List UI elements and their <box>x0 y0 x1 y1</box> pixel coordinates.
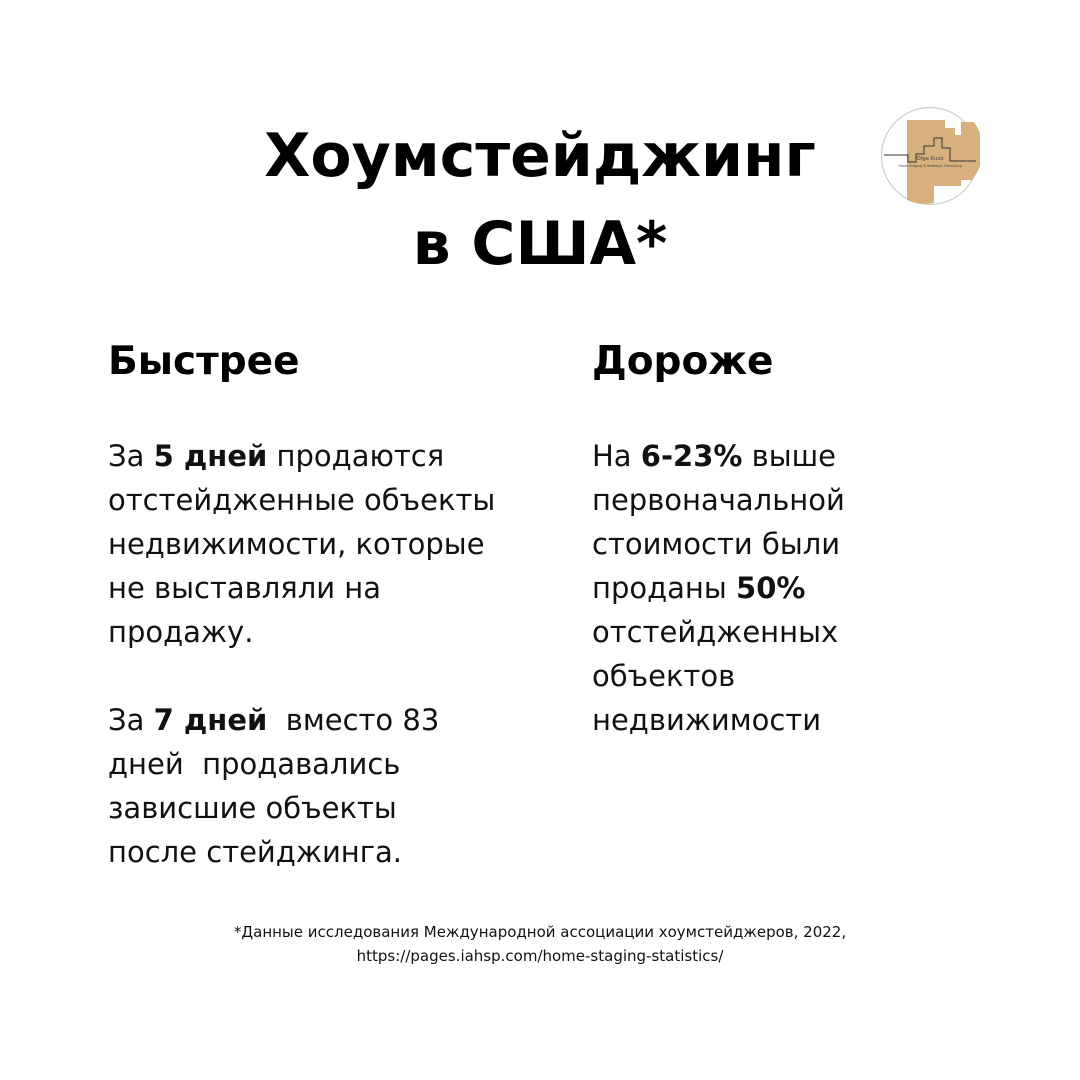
fact-seven-days-prefix: За <box>108 703 154 737</box>
fact-seven-days-line-4: после стейджинга. <box>108 835 402 869</box>
fact-five-days-prefix: За <box>108 439 154 473</box>
fact-price-increase <box>592 434 845 742</box>
fact-five-days-line-1-rest: продаются <box>267 439 445 473</box>
fact-price-line-2: первоначальной <box>592 483 845 517</box>
fact-price-line-5: отстейдженных <box>592 615 839 649</box>
fact-five-days-highlight: 5 дней <box>153 439 268 473</box>
fact-seven-days-line-3: зависшие объекты <box>108 791 397 825</box>
page-title-line-1: Хоумстейджинг <box>264 121 816 191</box>
heading-faster: Быстрее <box>108 339 300 384</box>
house-outline-logo-icon <box>880 106 980 206</box>
fact-price-line-1-rest: выше <box>742 439 837 473</box>
fact-price-prefix: На <box>592 439 641 473</box>
fact-seven-days <box>108 698 439 874</box>
logo-text-line-1: Olga Kuzo <box>916 156 944 162</box>
heading-more-expensive: Дороже <box>592 339 774 384</box>
fact-five-days-line-5: продажу. <box>108 615 254 649</box>
fact-seven-days-line-2: дней продавались <box>108 747 401 781</box>
fact-five-days-line-2: отстейдженные объекты <box>108 483 496 517</box>
fact-price-line-7: недвижимости <box>592 703 822 737</box>
fact-price-highlight-share: 50% <box>736 571 806 605</box>
footnote-line-1: *Данные исследования Международной ассоциации хоумстейджеров, 2022, <box>233 923 847 941</box>
fact-price-line-6: объектов <box>592 659 736 693</box>
source-footnote <box>140 920 940 968</box>
page-title-line-2: в США* <box>412 209 668 279</box>
fact-price-line-4-prefix: проданы <box>592 571 737 605</box>
fact-seven-days-highlight: 7 дней <box>153 703 268 737</box>
fact-five-days-line-3: недвижимости, которые <box>108 527 485 561</box>
fact-five-days-line-4: не выставляли на <box>108 571 382 605</box>
footnote-source-url: https://pages.iahsp.com/home-staging-statistics/ <box>356 947 724 965</box>
logo-text-line-2: Home Staging & Redesign Consulting <box>898 164 962 168</box>
fact-price-highlight-percent: 6-23% <box>640 439 743 473</box>
fact-seven-days-line-1-rest: вместо 83 <box>267 703 440 737</box>
fact-five-days <box>108 434 495 654</box>
fact-price-line-3: стоимости были <box>592 527 841 561</box>
page-title <box>140 112 940 288</box>
